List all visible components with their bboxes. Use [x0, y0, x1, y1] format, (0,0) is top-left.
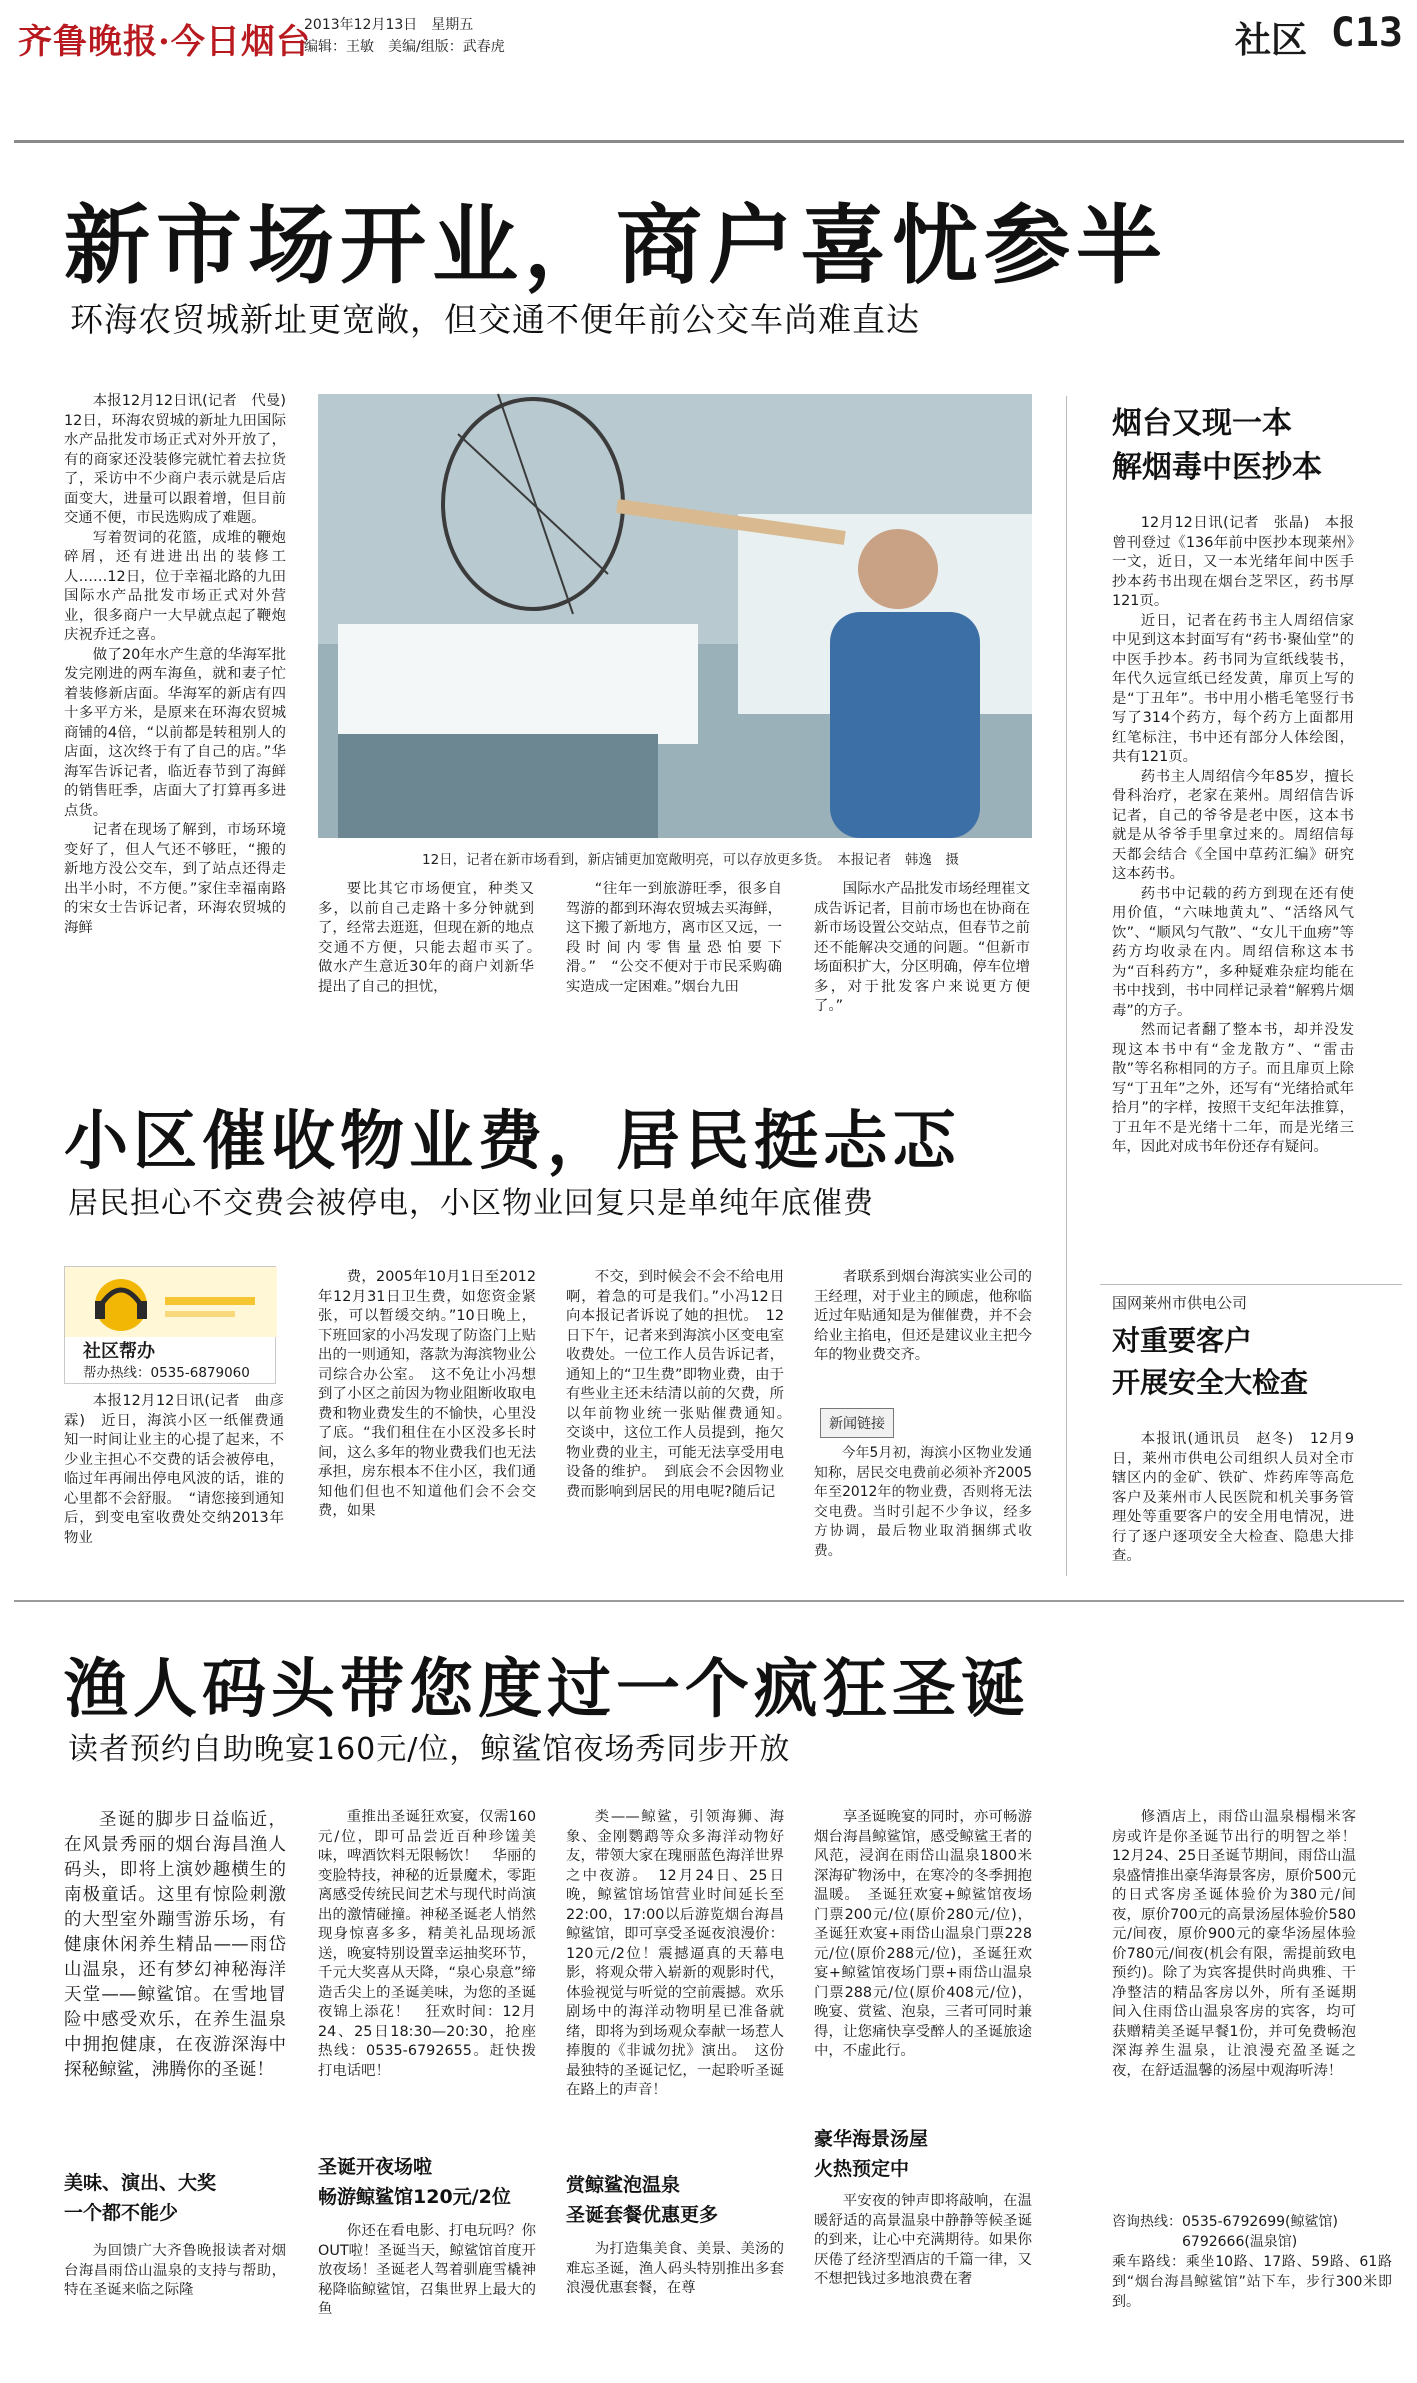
paragraph: 本报12月12日讯(记者 曲彦霖) 近日，海滨小区一纸催费通知一时间让业主的心提了起来，不少业主担心不交费的话会被停电，临过年再闹出停电风波的话，谁的心里都不会舒服。 “请您接到通知后，到变电室收费处交纳2013年物业 [64, 1393, 284, 1546]
paragraph: 平安夜的钟声即将敲响，在温暖舒适的高景温泉中静静等候圣诞的到来，让心中充满期待。如果你厌倦了经济型酒店的千篇一律，又不想把钱过多地浪费在奢 [814, 2193, 1032, 2287]
story1-col4 [814, 880, 1030, 1064]
paragraph: 本报12月12日讯(记者 代曼) 12日，环海农贸城的新址九田国际水产品批发市场正式对外开放了，有的商家还没装修完就忙着去拉货了，采访中不少商户表示就是后店面变大，进量可以跟着增，但目前交通不便，市民选购成了难题。 [64, 393, 301, 526]
section-rule [14, 1600, 1404, 1602]
sub2-line1: 圣诞开夜场啦 [318, 2156, 433, 2178]
paragraph: 修酒店上，雨岱山温泉榻榻米客房或许是你圣诞节出行的明智之举！ 12月24、25日圣诞节期间，雨岱山温泉盛情推出豪华海景客房，原价500元的日式客房圣诞体验价为380元/间夜，原价700元的高景汤屋体验价580元/间夜，原价900元的豪华汤屋体验价780元/间夜(机会有限，需提前致电预约)。除了为宾客提供时尚典雅、干净整洁的精品客房以外，所有圣诞期间入住雨岱山温泉客房的宾客，均可获赠精美圣诞早餐1份，并可免费畅泡深海养生温泉，让浪漫充盈圣诞之夜，在舒适温馨的汤屋中观海听涛！ [1112, 1809, 1371, 2079]
paragraph: 国际水产品批发市场经理崔文成告诉记者，目前市场也在协商在新市场设置公交站点，但春节之前还不能解决交通的问题。“但新市场面积扩大，分区明确，停车位增多，对于批发客户来说更方便了。” [814, 881, 1030, 1014]
masthead-meta [304, 14, 505, 58]
page-number: C13 [1330, 10, 1403, 56]
story1-photo [318, 394, 1032, 838]
story1-photo-caption: 12日，记者在新市场看到，新店铺更加宽敞明亮，可以存放更多货。 本报记者 韩逸 摄 [422, 852, 959, 868]
helpdesk-title: 社区帮办 [83, 1341, 155, 1362]
paragraph: 类——鲸鲨，引领海狮、海象、金刚鹦鹉等众多海洋动物好友，带领大家在瑰丽蓝色海洋世界之中夜游。 12月24日、25日晚，鲸鲨馆场馆营业时间延长至22:00，17:00以后游览烟台海昌鲸鲨馆，即可享受圣诞夜浪漫价：120元/2位！震撼逼真的天幕电影，将观众带入崭新的观影时代，体验视觉与听觉的空前震撼。欢乐剧场中的海洋动物明星已准备就绪，即将为到场观众奉献一场惹人捧腹的《非诚勿扰》演出。 这份最独特的圣诞记忆，一起聆听圣诞在路上的声音！ [566, 1809, 784, 2098]
sub4-line2: 火热预定中 [814, 2158, 910, 2180]
helpdesk-hotline: 帮办热线：0535-6879060 [83, 1365, 250, 1381]
headset-icon [65, 1267, 277, 1337]
side2-title-line2: 开展安全大检查 [1112, 1366, 1309, 1399]
paragraph: 记者在现场了解到，市场环境变好了，但人气还不够旺，“搬的新地方没公交车，到了站点还得走出半小时，不方便。”家住幸福南路的宋女士告诉记者，环海农贸城的海鲜 [64, 822, 286, 936]
side1-title [1112, 402, 1402, 490]
side2-title [1112, 1320, 1402, 1404]
story2-col4b [814, 1444, 1032, 1584]
story3-col2a [318, 1808, 536, 2148]
side2-body [1112, 1430, 1354, 1578]
contact-line2: 6792666(温泉馆) [1182, 2234, 1298, 2250]
story3-contact [1112, 2212, 1392, 2312]
paragraph: 为打造集美食、美景、美汤的难忘圣诞，渔人码头特别推出多套浪漫优惠套餐，在尊 [566, 2241, 784, 2296]
paragraph: 圣诞的脚步日益临近，在风景秀丽的烟台海昌渔人码头，即将上演妙趣横生的南极童话。这里有惊险刺激的大型室外蹦雪游乐场，有健康休闲养生精品——雨岱山温泉，还有梦幻神秘海洋天堂——鲸鲨馆。在雪地冒险中感受欢乐，在养生温泉中拥抱健康，在夜游深海中探秘鲸鲨，沸腾你的圣诞！ [64, 1810, 286, 2080]
story3-headline: 渔人码头带您度过一个疯狂圣诞 [64, 1653, 1030, 1727]
story3-lead [64, 1808, 286, 2148]
story3-sub2 [318, 2152, 536, 2212]
story3-subhead: 读者预约自助晚宴160元/位，鲸鲨馆夜场秀同步开放 [68, 1732, 791, 1767]
editor-line: 编辑：王敏 美编/组版：武春虎 [304, 39, 505, 55]
story3-col4a [814, 1808, 1032, 2118]
sub4-line1: 豪华海景汤屋 [814, 2128, 929, 2150]
paragraph: 今年5月初，海滨小区物业发通知称，居民交电费前必须补齐2005年至2012年的物业费，否则将无法交电费。当时引起不少争议，经多方协调，最后物业取消捆绑式收费。 [814, 1445, 1032, 1559]
helpdesk-badge [64, 1266, 276, 1384]
sub3-line1: 赏鲸鲨泡温泉 [566, 2174, 681, 2196]
side1-title-line2: 解烟毒中医抄本 [1112, 450, 1322, 485]
paragraph: 写着贺词的花篮，成堆的鞭炮碎屑，还有进进出出的装修工人……12日，位于幸福北路的九田国际水产品批发市场正式对外营业，很多商户一大早就点起了鞭炮庆祝乔迁之喜。 [64, 529, 286, 643]
route-line: 乘车路线：乘坐10路、17路、59路、61路到“烟台海昌鲸鲨馆”站下车，步行300米即到。 [1112, 2254, 1392, 2310]
masthead-brand: 齐鲁晚报·今日烟台 [18, 22, 311, 62]
sub1-line1: 美味、演出、大奖 [64, 2172, 217, 2194]
paragraph: 享圣诞晚宴的同时，亦可畅游烟台海昌鲸鲨馆，感受鲸鲨王者的风范，浸润在雨岱山温泉1800米深海矿物汤中，在寒冷的冬季拥抱温暖。 圣诞狂欢宴+鲸鲨馆夜场门票200元/位(原价280元/位)，圣诞狂欢宴+雨岱山温泉门票228元/位(原价288元/位)，圣诞狂欢宴+鲸鲨馆夜场门票+雨岱山温泉门票288元/位(原价408元/位)，晚宴、赏鲨、泡泉，三者可同时兼得，让您痛快享受醉人的圣诞旅途中，不虚此行。 [814, 1809, 1032, 2059]
story1-col3 [566, 880, 782, 1064]
story3-col4b [814, 2192, 1032, 2332]
paragraph: 12月12日讯(记者 张晶) 本报曾刊登过《136年前中医抄本现莱州》一文，近日，又一本光绪年间中医手抄本药书出现在烟台芝罘区，药书厚121页。 [1112, 515, 1354, 609]
paragraph: 不交，到时候会不会不给电用啊，着急的可是我们。”小冯12日向本报记者诉说了她的担忧。 12日下午，记者来到海滨小区变电室收费处。一位工作人员告诉记者，通知上的“卫生费”即物业费，由于有些业主还未结清以前的欠费，所以年前物业统一张贴催费通知。 交谈中，这位工作人员提到，拖欠物业费的业主，可能无法享受用电设备的维护。 到底会不会因物业费而影响到居民的用电呢?随后记 [566, 1269, 799, 1500]
paragraph: 做了20年水产生意的华海军批发完刚进的两车海鱼，就和妻子忙着装修新店面。华海军的新店有四十多平方米，是原来在环海农贸城商铺的4倍，“以前都是转租别人的店面，这次终于有了自己的店。”华海军告诉记者，临近春节到了海鲜的销售旺季，店面大了打算再多进点货。 [64, 646, 286, 819]
side-divider [1066, 396, 1067, 1576]
paragraph: 药书中记载的药方到现在还有使用价值，“六味地黄丸”、“活络风气饮”、“顺风匀气散”、“女儿干血痨”等药方均收录在内。周绍信称这本书为“百科药方”，多种疑难杂症均能在书中找到，书中同样记录着“解鸦片烟毒”的方子。 [1112, 885, 1354, 1019]
date-line: 2013年12月13日 星期五 [304, 17, 474, 33]
fish-market-photo [318, 394, 1032, 838]
news-link-label: 新闻链接 [820, 1408, 894, 1438]
side2-title-line1: 对重要客户 [1112, 1324, 1253, 1357]
story1-headline: 新市场开业，商户喜忧参半 [64, 196, 1168, 296]
paragraph: 为回馈广大齐鲁晚报读者对烟台海昌雨岱山温泉的支持与帮助，特在圣诞来临之际隆 [64, 2243, 286, 2298]
story2-headline: 小区催收物业费，居民挺忐忑 [64, 1105, 961, 1179]
story2-col1 [64, 1392, 284, 1584]
paragraph: 者联系到烟台海滨实业公司的王经理，对于业主的顾虑，他称临近过年贴通知是为催催费，并不会给业主掐电，但还是建议业主把今年的物业费交齐。 [814, 1269, 1032, 1363]
story2-col4a [814, 1268, 1032, 1388]
paragraph: 近日，记者在药书主人周绍信家中见到这本封面写有“药书·聚仙堂”的中医手抄本。药书同为宣纸线装书，年代久远宣纸已经发黄，扉页上写的是“丁丑年”。书中用小楷毛笔竖行书写了314个药方，每个药方上面都用红笔标注，书中还有部分人体绘图，共有121页。 [1112, 612, 1354, 765]
story1-subhead: 环海农贸城新址更宽敞，但交通不便年前公交车尚难直达 [70, 300, 920, 339]
side1-title-line1: 烟台又现一本 [1112, 406, 1292, 441]
side2-source: 国网莱州市供电公司 [1112, 1294, 1248, 1312]
section-label: 社区 [1234, 20, 1307, 61]
contact-line1: 咨询热线：0535-6792699(鲸鲨馆) [1112, 2214, 1338, 2230]
story3-col3a [566, 1808, 784, 2166]
story3-sub4 [814, 2124, 1032, 2184]
sub2-line2: 畅游鲸鲨馆120元/2位 [318, 2186, 511, 2208]
paragraph: 药书主人周绍信今年85岁，擅长骨科治疗，老家在莱州。周绍信告诉记者，自己的爷爷是老中医，这本书就是从爷爷手里拿过来的。周绍信每天都会结合《全国中草药汇编》研究这本药书。 [1112, 768, 1354, 882]
paragraph: “往年一到旅游旺季，很多自驾游的都到环海农贸城去买海鲜，这下搬了新地方，离市区又远，一段时间内零售量恐怕要下滑。” “公交不便对于市民采购确实造成一定困难。”烟台九田 [566, 881, 782, 995]
story2-subhead: 居民担心不交费会被停电，小区物业回复只是单纯年底催费 [68, 1186, 874, 1221]
paragraph: 你还在看电影、打电玩吗？你OUT啦！圣诞当天，鲸鲨馆首度开放夜场！圣诞老人驾着驯鹿雪橇神秘降临鲸鲨馆，召集世界上最大的鱼 [318, 2223, 536, 2317]
story1-col2 [318, 880, 549, 1064]
side2-rule [1100, 1284, 1402, 1285]
story3-col5 [1112, 1808, 1371, 2208]
sub1-line2: 一个都不能少 [64, 2202, 179, 2224]
paragraph: 要比其它市场便宜，种类又多，以前自己走路十多分钟就到了，经常去逛逛，但现在新的地点交通不方便，只能去超市买了。 做水产生意近30年的商户刘新华提出了自己的担忧， [318, 881, 549, 995]
paragraph: 费，2005年10月1日至2012年12月31日卫生费，如您资金紧张，可以暂缓交纳。”10日晚上，下班回家的小冯发现了防盗门上贴出的一则通知，落款为海滨物业公司综合办公室。 这不免让小冯想到了小区之前因为物业阻断收取电费和物业费发生的不愉快，心里没了底。“我们租住在小区没多长时间，这么多年的物业费我们也无法承担，房东根本不住小区，我们通知他们但也不知道他们会不会交费，如果 [318, 1269, 536, 1519]
story2-col3 [566, 1268, 799, 1584]
masthead-rule [14, 140, 1404, 143]
story3-col2b [318, 2222, 536, 2332]
story3-sub1 [64, 2168, 286, 2228]
story3-col1-tail [64, 2242, 286, 2322]
story3-col3b [566, 2240, 784, 2330]
paragraph: 本报讯(通讯员 赵冬) 12月9日，莱州市供电公司组织人员对全市辖区内的金矿、铁矿、炸药库等高危客户及莱州市人民医院和机关事务管理处等重要客户的安全用电情况，进行了逐户逐项安全大检查、隐患大排查。 [1112, 1431, 1354, 1564]
paragraph: 重推出圣诞狂欢宴，仅需160元/位，即可品尝近百种珍馐美味，啤酒饮料无限畅饮！ 华丽的变脸特技，神秘的近景魔术，零距离感受传统民间艺术与现代时尚演出的激情碰撞。神秘圣诞老人悄然现身惊喜多多，精美礼品现场派送，晚宴特别设置幸运抽奖环节，千元大奖喜从天降，“泉心泉意”缔造舌尖上的圣诞美味，为您的圣诞夜锦上添花！ 狂欢时间：12月24、25日18:30—20:30，抢座热线：0535-6792655。赶快拨打电话吧！ [318, 1809, 536, 2079]
paragraph: 然而记者翻了整本书，却并没发现这本书中有“金龙散方”、“雷击散”等名称相同的方子。而且扉页上除写“丁丑年”之外，还写有“光绪拾贰年拾月”的字样，按照干支纪年法推算，丁丑年不是光绪十二年，而是光绪三年，因此对成书年份还存有疑问。 [1112, 1022, 1354, 1155]
sub3-line2: 圣诞套餐优惠更多 [566, 2204, 719, 2226]
story1-col1 [64, 392, 301, 1064]
story3-sub3 [566, 2170, 784, 2230]
story2-col2 [318, 1268, 536, 1584]
